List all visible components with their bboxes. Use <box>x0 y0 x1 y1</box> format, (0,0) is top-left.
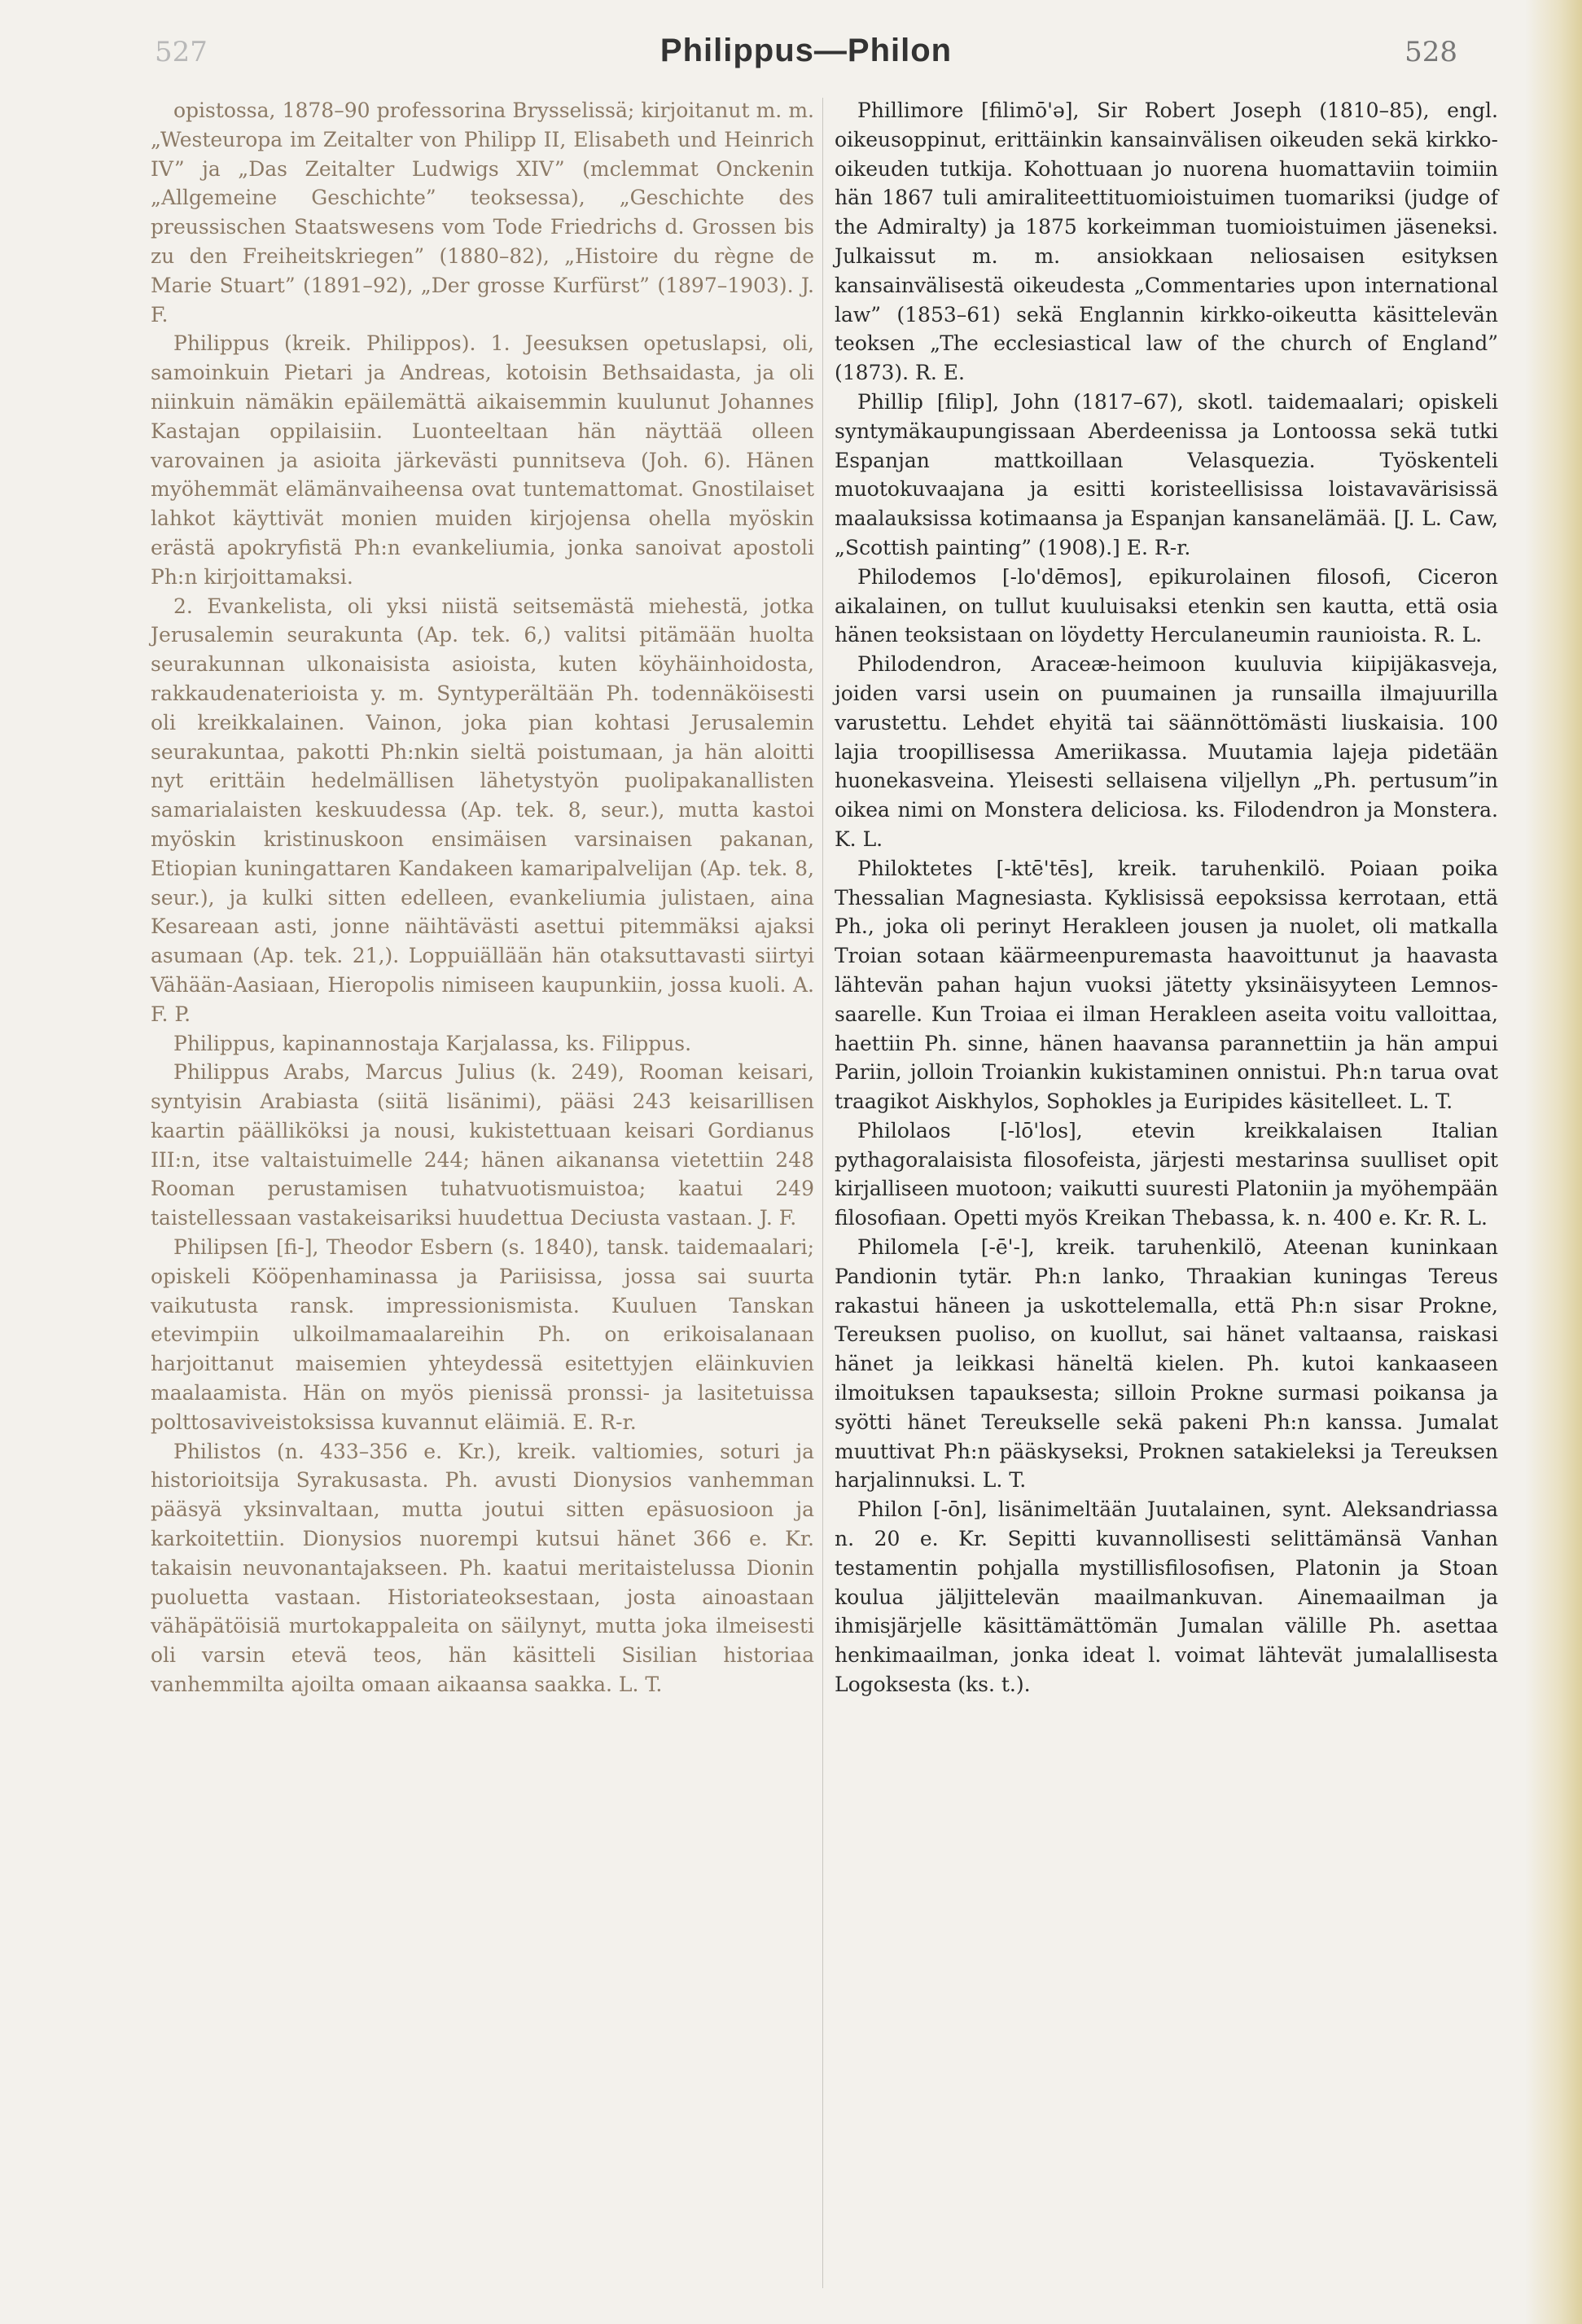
entry: Philolaos [-lō'los], etevin kreikkalaisen Italian pythagoralaisista filosofeista, järjesti mestarinsa suulliset opit kirjalliseen muotoon; vaikutti suuresti Platoniin ja myöhempään filosofiaan. Opetti myös Kreikan Thebassa, k. n. 400 e. Kr. R. L. <box>835 1118 1498 1230</box>
entry: 2. Evankelista, oli yksi niistä seitsemästä miehestä, jotka Jerusalemin seurakunta (Ap. tek. 6,) valitsi pitämään huolta seurakunnan ulkonaisista asioista, kuten köyhäinhoidosta, rakkaudenaterioista y. m. Syntyperältään Ph. todennäköisesti oli kreikkalainen. Vainon, joka pian kohtasi Jerusalemin seurakuntaa, pakotti Ph:nkin sieltä poistumaan, ja hän aloitti nyt erittäin hedelmällisen lähetystyön puolipakanallisten samarialaisten keskuudessa (Ap. tek. 8, seur.), mutta kastoi myöskin kristinuskoon ensimäisen varsinaisen pakanan, Etiopian kuningattaren Kandakeen kamaripalvelijan (Ap. tek. 8, seur.), ja kulki sitten edelleen, evankeliumia julistaen, aina Kesareaan asti, jonne näihtävästi asettui pitemmäksi ajaksi asumaan (Ap. tek. 21,). Loppuiällään hän otaksuttavasti siirtyi Vähään-Aasiaan, Hieropolis nimiseen kaupunkiin, jossa kuoli. A. F. P. <box>151 594 814 1026</box>
right-column <box>835 96 1498 1699</box>
entry: Phillip [filip], John (1817–67), skotl. taidemaalari; opiskeli syntymäkaupungissaan Aberdeenissa ja Lontoossa sekä tutki Espanjan mattkoillaan Velasquezia. Työskenteli muotokuvaajana ja esitti koristeellisissa loistavavärisissä maalauksissa kotimaansa ja Espanjan kansanelämää. [J. L. Caw, „Scottish painting” (1908).] E. R-r. <box>835 389 1498 559</box>
entry: Philon [-ōn], lisänimeltään Juutalainen, synt. Aleksandriassa n. 20 e. Kr. Sepitti kuvannollisesti selittämänsä Vanhan testamentin pohjalla mystillisfilosofisen, Platonin ja Stoan koulua jäljittelevän maailmankuvan. Ainemaailman ja ihmisjärjelle käsittämättömän Jumalan välille Ph. asettaa henkimaailman, jonka ideat l. voimat lähtevät jumalallisesta Logoksesta (ks. t.). <box>835 1497 1498 1697</box>
entry: Philippus (kreik. Philippos). 1. Jeesuksen opetuslapsi, oli, samoinkuin Pietari ja Andreas, kotoisin Bethsaidasta, ja oli niinkuin nämäkin epäilemättä aikaisemmin kuulunut Johannes Kastajan oppilaisiin. Luonteeltaan hän näyttää olleen varovainen ja asioita järkevästi punnitseva (Joh. 6). Hänen myöhemmät elämänvaiheensa ovat tuntemattomat. Gnostilaiset lahkot käyttivät monien muiden kirjojensa ohella myöskin erästä apokryfistä Ph:n evankeliumia, jonka sanoivat apostoli Ph:n kirjoittamaksi. <box>151 331 814 589</box>
entry: Philistos (n. 433–356 e. Kr.), kreik. valtiomies, soturi ja historioitsija Syrakusasta. Ph. avusti Dionysios vanhemman pääsyä yksinvaltaan, mutta joutui sitten epäsuosioon ja karkoitettiin. Dionysios nuorempi kutsui hänet 366 e. Kr. takaisin neuvonantajakseen. Ph. kaatui meritaistelussa Dionin puoluetta vastaan. Historiateoksestaan, josta ainoastaan vähäpätöisiä murtokappaleita on säilynyt, mutta joka ilmeisesti oli varsin etevä teos, hän käsitteli Sisilian historiaa vanhemmilta ajoilta omaan aikaansa saakka. L. T. <box>151 1439 814 1697</box>
entry: Philoktetes [-ktē'tēs], kreik. taruhenkilö. Poiaan poika Thessalian Magnesiasta. Kyklisissä eepoksissa kerrotaan, että Ph., joka oli perinyt Herakleen jousen ja nuolet, oli matkalla Troian sotaan käärmeenpuremasta haavoittunut ja haavasta lähtevän pahan hajun vuoksi jätetty yksinäisyyteen Lemnos-saarelle. Kun Troiaa ei ilman Herakleen aseita voitu valloittaa, haettiin Ph. sinne, hänen haavansa parannettiin ja hän ampui Pariin, jolloin Troiankin kukistaminen onnistui. Ph:n tarua ovat traagikot Aiskhylos, Sophokles ja Euripides käsitelleet. L. T. <box>835 856 1498 1114</box>
running-title: Philippus—Philon <box>660 33 953 68</box>
page-number-left: 527 <box>155 36 208 68</box>
column-divider <box>822 98 823 2288</box>
entry: opistossa, 1878–90 professorina Brysselissä; kirjoitanut m. m. „Westeuropa im Zeitalter von Philipp II, Elisabeth und Heinrich IV” ja „Das Zeitalter Ludwigs XIV” (mclemmat Onckenin „Allgemeine Geschichte” teoksessa), „Geschichte des preussischen Staatswesens vom Tode Friedrichs d. Grossen bis zu den Freiheitskriegen” (1880–82), „Histoire du règne de Marie Stuart” (1891–92), „Der grosse Kurfürst” (1897–1903). J. F. <box>151 99 814 327</box>
page-header <box>122 29 1490 78</box>
page-edge <box>1525 0 1582 2324</box>
entry: Philipsen [fi-], Theodor Esbern (s. 1840), tansk. taidemaalari; opiskeli Kööpenhaminassa ja Pariisissa, jossa sai suurta vaikutusta ransk. impressionismista. Kuuluen Tanskan etevimpiin ulkoilmamaalareihin Ph. on erikoisalanaan harjoittanut maisemien yhteydessä esitettyjen eläinkuvien maalaamista. Hän on myös pienissä pronssi- ja lasitetuissa polttosaviveistoksissa kuvannut eläimiä. E. R-r. <box>151 1235 814 1434</box>
entry: Philomela [-ē'-], kreik. taruhenkilö, Ateenan kuninkaan Pandionin tytär. Ph:n lanko, Thraakian kuningas Tereus rakastui häneen ja uskottelemalla, että Ph:n sisar Prokne, Tereuksen puoliso, on kuollut, sai hänet valtaansa, raiskasi hänet ja leikkasi häneltä kielen. Ph. kutoi kankaaseen ilmoituksen tapauksesta; silloin Prokne surmasi poikansa ja syötti hänet Tereukselle sekä pakeni Ph:n kanssa. Jumalat muuttivat Ph:n pääskyseksi, Proknen satakieleksi ja Tereuksen harjalinnuksi. L. T. <box>835 1235 1498 1493</box>
entry: Philippus, kapinannostaja Karjalassa, ks. Filippus. <box>173 1031 692 1055</box>
entry: Philippus Arabs, Marcus Julius (k. 249), Rooman keisari, syntyisin Arabiasta (siitä lisänimi), pääsi 243 keisarillisen kaartin päälliköksi ja nousi, kukistettuaan keisari Gordianus III:n, itse valtaistuimelle 244; hänen aikanansa vietettiin 248 Rooman perustamisen tuhatvuotismuistoa; kaatui 249 taistellessaan vastakeisariksi huudettua Deciusta vastaan. J. F. <box>151 1060 814 1230</box>
entry: Philodendron, Araceæ-heimoon kuuluvia kiipijäkasveja, joiden varsi usein on puumainen ja runsailla ilmajuurilla varustettu. Lehdet ehyitä tai säännöttömästi liuskaisia. 100 lajia troopillisessa Ameriikassa. Muutamia lajeja pidetään huonekasveina. Yleisesti sellaisena viljellyn „Ph. pertusum”in oikea nimi on Monstera deliciosa. ks. Filodendron ja Monstera. K. L. <box>835 652 1498 851</box>
entry: Phillimore [filimō'ə], Sir Robert Joseph (1810–85), engl. oikeusoppinut, erittäinkin kansainvälisen oikeuden sekä kirkko-oikeuden tutkija. Kohottuaan jo nuorena huomattaviin toimiin hän 1867 tuli amiraliteettituomioistuimen tuomariksi (judge of the Admiralty) ja 1875 korkeimman tuomioistuimen jäseneksi. Julkaissut m. m. ansiokkaan neliosaisen esityksen kansainvälisestä oikeudesta „Commentaries upon international law” (1853–61) sekä Englannin kirkko-oikeutta käsittelevän teoksen „The ecclesiastical law of the church of England” (1873). R. E. <box>835 99 1498 385</box>
entry: Philodemos [-lo'dēmos], epikurolainen filosofi, Ciceron aikalainen, on tullut kuuluisaksi etenkin sen kautta, että osia hänen teoksistaan on löydetty Herculaneumin raunioista. R. L. <box>835 564 1498 647</box>
left-column <box>151 96 814 1699</box>
page-number-right: 528 <box>1405 36 1457 68</box>
